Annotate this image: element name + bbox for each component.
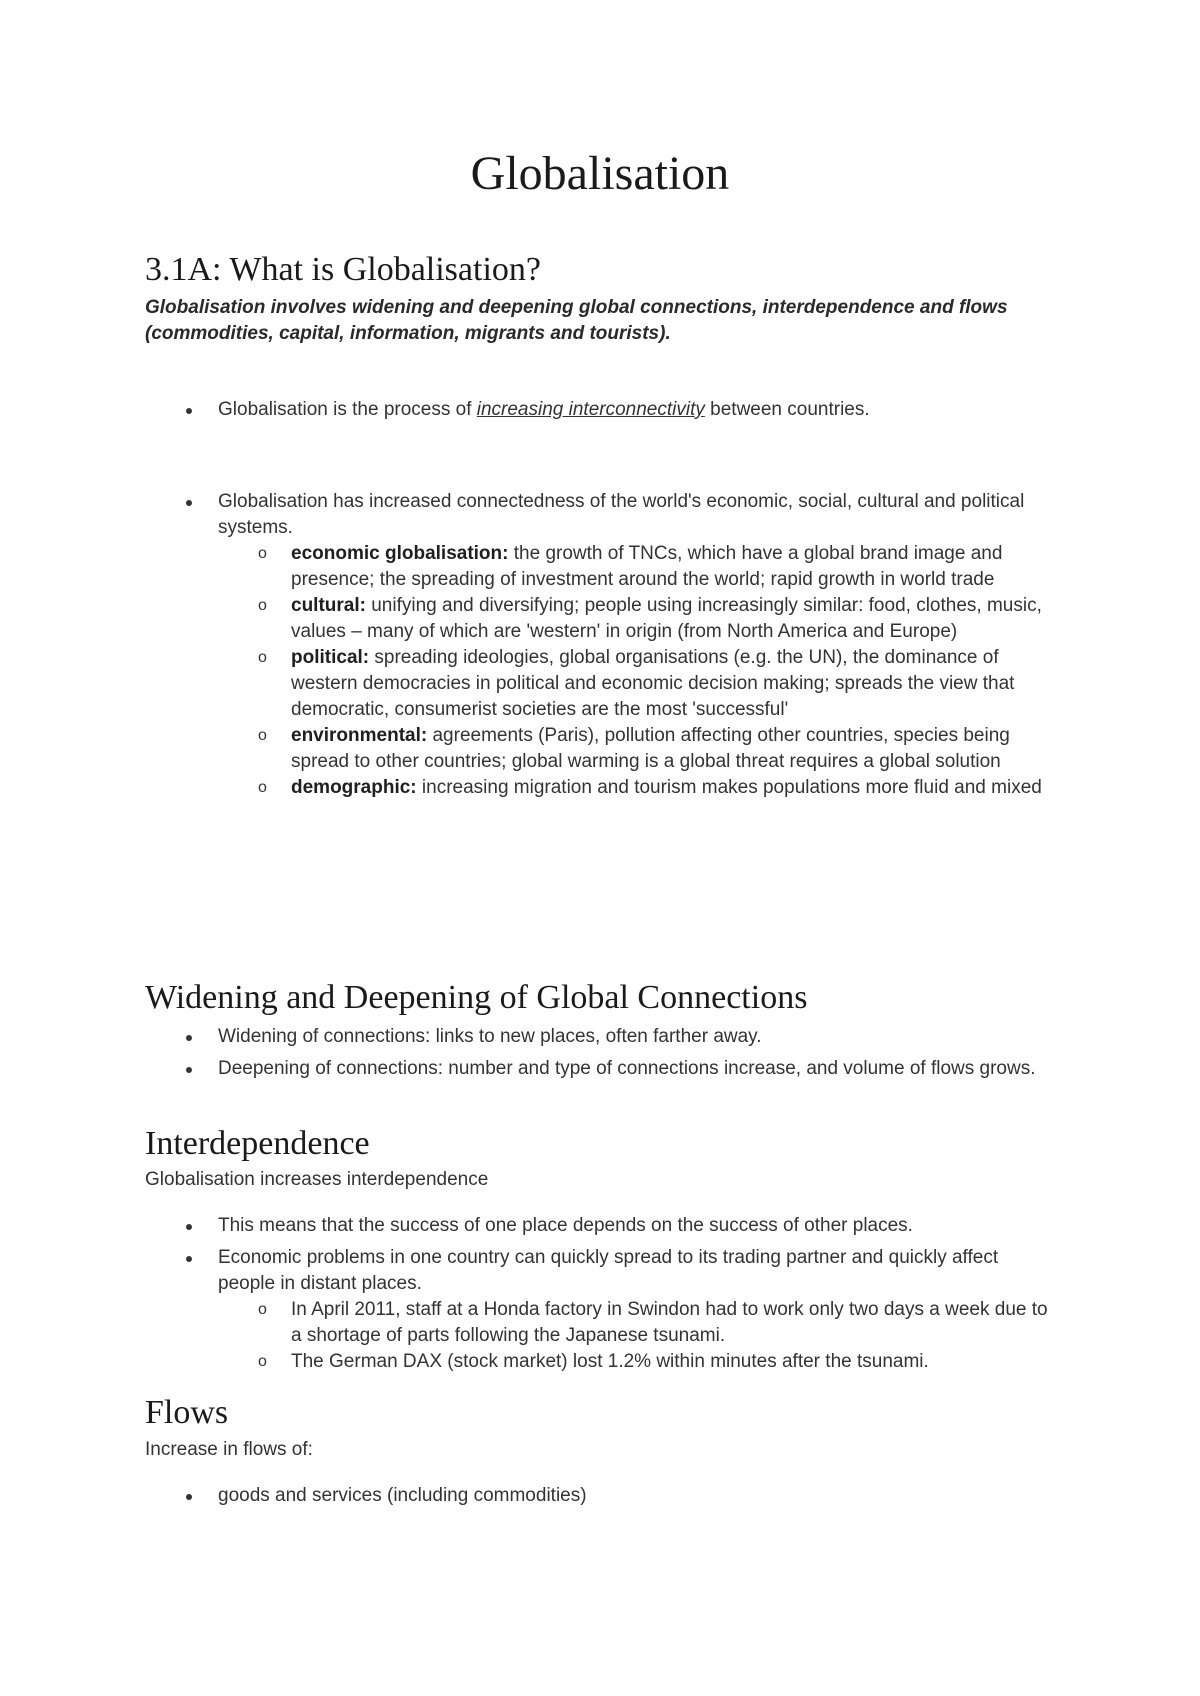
sub-bullet: o <box>258 1353 267 1370</box>
sub-list-item: o environmental: agreements (Paris), pollution affecting other countries, species being spread to other countries; global warming is a global threat requires a global solution <box>258 725 1010 772</box>
section-heading-flows: Flows <box>145 1394 229 1431</box>
definition-intro: Globalisation involves widening and deepening global connections, interdependence and flows (commodities, capital, information, migrants and tourists). <box>145 297 1008 344</box>
section-1-bullet-list <box>0 397 1058 423</box>
sub-list-item: o The German DAX (stock market) lost 1.2% within minutes after the tsunami. <box>0 1349 1061 1375</box>
sub-bullet: o <box>258 545 267 562</box>
document-title: Globalisation <box>470 147 730 200</box>
section-2-bullet-list <box>0 1024 1058 1082</box>
section-heading-interdependence: Interdependence <box>145 1125 370 1162</box>
sub-bullet: o <box>258 597 267 614</box>
list-item: Deepening of connections: number and type of connections increase, and volume of flows grows. <box>218 1058 1036 1079</box>
list-item: This means that the success of one place depends on the success of other places. <box>218 1215 913 1236</box>
sub-list-item: o cultural: unifying and diversifying; people using increasingly similar: food, clothes, music, values – many of which are 'western' in origin (from North America and Europe) <box>258 595 1042 642</box>
flows-lead: Increase in flows of: <box>145 1439 313 1460</box>
sub-bullet: o <box>258 649 267 666</box>
interdependence-lead: Globalisation increases interdependence <box>145 1169 489 1190</box>
section-3-bullet-list <box>0 1213 1061 1375</box>
list-item: goods and services (including commodities) <box>218 1485 587 1506</box>
list-item: Economic problems in one country can quickly spread to its trading partner and quickly affect people in distant places. <box>218 1247 999 1294</box>
sub-list-item: o demographic: increasing migration and tourism makes populations more fluid and mixed <box>0 775 1061 801</box>
sub-list-item: o In April 2011, staff at a Honda factory in Swindon had to work only two days a week due to a shortage of parts following the Japanese tsunami. <box>258 1299 1048 1346</box>
section-4-bullet-list <box>0 1483 1058 1509</box>
sub-bullet: o <box>258 1301 267 1318</box>
sub-list-item: o economic globalisation: the growth of TNCs, which have a global brand image and presence; the spreading of investment around the world; rapid growth in world trade <box>258 543 1003 590</box>
section-heading-widening-deepening: Widening and Deepening of Global Connections <box>145 979 808 1016</box>
sub-bullet: o <box>258 779 267 796</box>
sub-bullet: o <box>258 727 267 744</box>
list-item: Globalisation is the process of increasing interconnectivity between countries. <box>218 399 870 420</box>
section-heading-what-is-globalisation: 3.1A: What is Globalisation? <box>145 251 541 288</box>
list-item: Widening of connections: links to new places, often farther away. <box>218 1026 762 1047</box>
sub-list-item: o political: spreading ideologies, global organisations (e.g. the UN), the dominance of western democracies in political and economic decision making; spreads the view that democratic, consumerist societies are the most 'successful' <box>258 647 1015 720</box>
emphasis-text: increasing interconnectivity <box>476 399 705 420</box>
list-item: Globalisation has increased connectedness of the world's economic, social, cultural and political systems. <box>218 491 1025 538</box>
section-1-bullet-list-2 <box>0 489 1061 801</box>
